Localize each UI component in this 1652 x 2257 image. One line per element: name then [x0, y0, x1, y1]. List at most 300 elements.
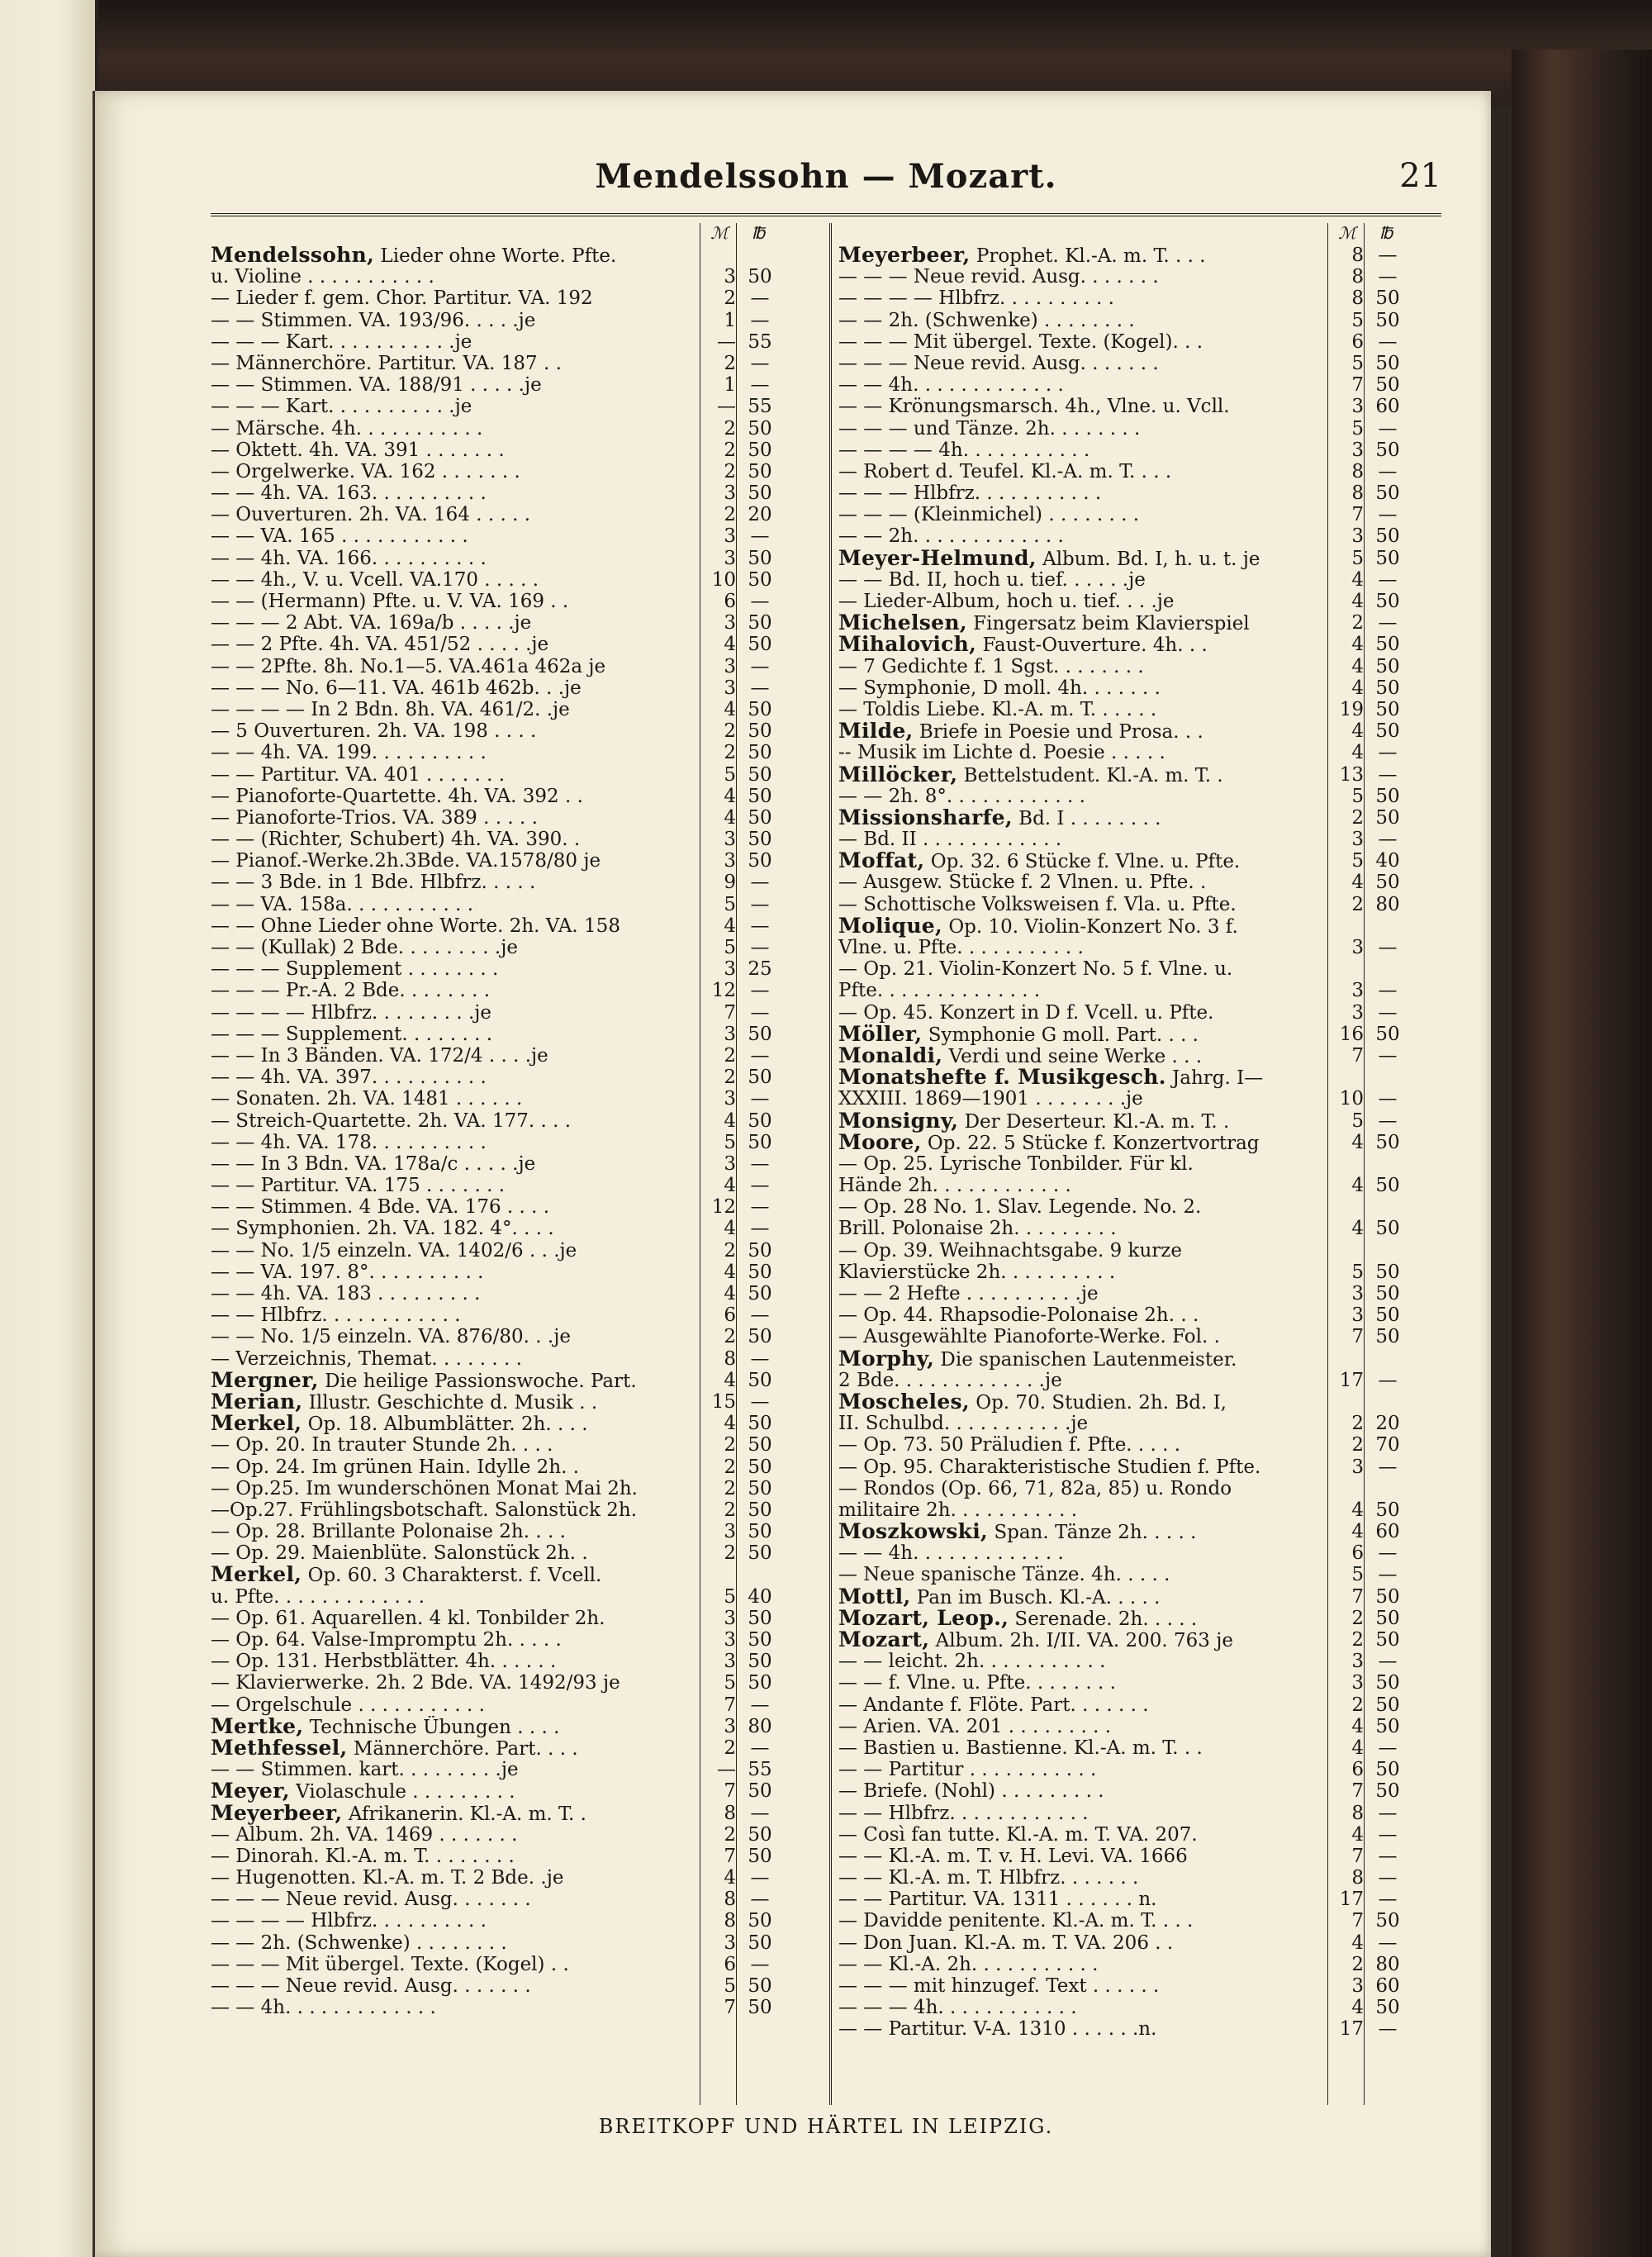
- catalog-entry: [838, 958, 1454, 980]
- price-pfennig: 50: [748, 698, 772, 720]
- price-mark: 1: [724, 374, 736, 397]
- composer-name: Mottl,: [838, 1585, 911, 1608]
- price-mark: 2: [1351, 612, 1364, 634]
- entry-title: Pfte. . . . . . . . . . . . . .: [838, 980, 1041, 1002]
- price-mark: 4: [1351, 872, 1364, 894]
- column-head: [838, 223, 1454, 245]
- price-pfennig: 50: [748, 1456, 772, 1478]
- catalog-entry: [211, 374, 826, 396]
- price-mark: 8: [1351, 1802, 1364, 1824]
- entry-title: — Klavierwerke. 2h. 2 Bde. VA. 1492/93 je: [211, 1672, 620, 1694]
- price-pfennig: 50: [748, 1997, 772, 2019]
- price-pfennig: —: [1378, 1542, 1398, 1565]
- price-mark: 2: [724, 1326, 736, 1348]
- catalog-entry: [211, 1391, 826, 1413]
- composer-name: Morphy,: [838, 1347, 935, 1371]
- price-mark: 3: [724, 1023, 736, 1045]
- composer-name: Moszkowski,: [838, 1521, 989, 1544]
- price-mark: —: [717, 396, 736, 418]
- price-mark: 4: [724, 1261, 736, 1283]
- catalog-entry: [211, 569, 826, 591]
- catalog-entry: [838, 569, 1454, 591]
- catalog-entry: [838, 1997, 1454, 2018]
- price-mark: 5: [1351, 1261, 1364, 1283]
- entry-title: — — — — In 2 Bdn. 8h. VA. 461/2. .je: [211, 698, 570, 720]
- price-mark: 10: [1339, 1088, 1364, 1110]
- price-pfennig: 20: [748, 504, 772, 526]
- composer-name: Moffat,: [838, 850, 925, 873]
- price-pfennig: 50: [1375, 374, 1400, 397]
- catalog-entry: [838, 915, 1454, 937]
- entry-title: — — 2Pfte. 8h. No.1—5. VA.461a 462a je: [211, 655, 606, 677]
- price-mark: 3: [724, 1521, 736, 1543]
- composer-name: Mergner,: [211, 1369, 319, 1392]
- catalog-entry: [838, 1391, 1454, 1413]
- entry-title: — — VA. 197. 8°. . . . . . . . . .: [211, 1261, 484, 1283]
- header-rule: [211, 213, 1441, 216]
- price-mark: 2: [1351, 1434, 1364, 1456]
- entry-title: — Op. 95. Charakteristische Studien f. Pfte.: [838, 1456, 1261, 1478]
- catalog-entry: [211, 353, 826, 374]
- price-pfennig: 50: [748, 1326, 772, 1348]
- price-pfennig: 50: [1375, 352, 1400, 374]
- catalog-entry: [838, 1326, 1454, 1347]
- entry-title: — Ausgew. Stücke f. 2 Vlnen. u. Pfte. .: [838, 872, 1207, 894]
- price-pfennig: 50: [748, 1109, 772, 1132]
- price-pfennig: 40: [1375, 850, 1400, 872]
- entry-title: — — (Kullak) 2 Bde. . . . . . . . .je: [211, 937, 518, 958]
- price-mark: 3: [724, 1715, 736, 1737]
- entry-title: — — No. 1/5 einzeln. VA. 1402/6 . . .je: [211, 1239, 577, 1262]
- catalog-page: [93, 91, 1491, 2257]
- catalog-entry: [838, 937, 1454, 958]
- price-pfennig: —: [1378, 460, 1398, 482]
- price-mark: 4: [724, 698, 736, 720]
- catalog-entry: [211, 1954, 826, 1975]
- price-pfennig: —: [750, 309, 770, 331]
- price-mark: 4: [724, 1867, 736, 1889]
- entry-title: Molique, Op. 10. Violin-Konzert No. 3 f.: [838, 915, 1238, 938]
- price-mark: 8: [724, 1802, 736, 1824]
- composer-name: Merian,: [211, 1390, 303, 1414]
- price-pfennig: —: [750, 1347, 770, 1370]
- entry-title: — — Kl.-A. 2h. . . . . . . . . . .: [838, 1953, 1099, 1975]
- entry-title: u. Violine . . . . . . . . . . .: [211, 266, 434, 288]
- entry-title: Hände 2h. . . . . . . . . . . .: [838, 1175, 1071, 1197]
- catalog-entry: [211, 440, 826, 461]
- price-mark: 8: [724, 1347, 736, 1370]
- entry-title: — — Partitur . . . . . . . . . . .: [838, 1759, 1097, 1781]
- price-pfennig: —: [1378, 1845, 1398, 1867]
- catalog-entry: [211, 1067, 826, 1088]
- catalog-entry: [838, 1910, 1454, 1932]
- entry-title: — — leicht. 2h. . . . . . . . . . .: [838, 1651, 1106, 1673]
- price-pfennig: —: [750, 1304, 770, 1327]
- price-pfennig: 50: [1375, 1023, 1400, 1045]
- price-pfennig: —: [750, 1088, 770, 1110]
- catalog-entry: [211, 396, 826, 417]
- price-pfennig: 55: [748, 1759, 772, 1781]
- price-pfennig: 50: [748, 763, 772, 786]
- catalog-entry: [211, 872, 826, 893]
- price-pfennig: 55: [748, 396, 772, 418]
- entry-title: — Album. 2h. VA. 1469 . . . . . . .: [211, 1823, 518, 1846]
- price-mark: 3: [1351, 1672, 1364, 1694]
- price-mark: 5: [724, 1672, 736, 1694]
- catalog-entry: [838, 461, 1454, 482]
- catalog-entry: [838, 1456, 1454, 1478]
- mark-heading: ℳ: [1338, 223, 1356, 243]
- price-pfennig: 50: [748, 1023, 772, 1045]
- price-mark: 5: [724, 1585, 736, 1608]
- entry-title: — Bastien u. Bastienne. Kl.-A. m. T. . .: [838, 1737, 1203, 1759]
- entry-title: — Op. 45. Konzert in D f. Vcell. u. Pfte.: [838, 1001, 1214, 1024]
- price-pfennig: 50: [748, 1975, 772, 1997]
- price-mark: 3: [1351, 1651, 1364, 1673]
- entry-title: — — — Neue revid. Ausg. . . . . . .: [211, 1975, 531, 1997]
- catalog-entry: [211, 1370, 826, 1391]
- price-mark: 5: [724, 1975, 736, 1997]
- price-pfennig: 40: [748, 1585, 772, 1608]
- price-mark: 2: [724, 352, 736, 374]
- catalog-entry: [838, 1283, 1454, 1304]
- entry-title: — Schottische Volksweisen f. Vla. u. Pfte.: [838, 893, 1237, 915]
- price-pfennig: 50: [1375, 720, 1400, 743]
- price-mark: 4: [724, 1175, 736, 1197]
- price-pfennig: —: [1378, 1109, 1398, 1132]
- entry-title: Mertke, Technische Übungen . . . .: [211, 1715, 560, 1738]
- catalog-entry: [211, 418, 826, 440]
- catalog-entry: [838, 1889, 1454, 1910]
- catalog-entry: [211, 245, 826, 266]
- catalog-entry: [211, 525, 826, 547]
- price-pfennig: 50: [748, 742, 772, 764]
- entry-title: — Rondos (Op. 66, 71, 82a, 85) u. Rondo: [838, 1477, 1232, 1499]
- composer-name: Mozart,: [838, 1629, 930, 1651]
- price-pfennig: —: [1378, 829, 1398, 851]
- price-mark: 6: [724, 591, 736, 612]
- price-mark: 4: [724, 1109, 736, 1132]
- entry-title: — Symphonie, D moll. 4h. . . . . . .: [838, 677, 1161, 699]
- entry-title: — — Kl.-A. m. T. v. H. Levi. VA. 1666: [838, 1845, 1188, 1867]
- catalog-entry: [838, 1824, 1454, 1846]
- catalog-entry: [838, 1780, 1454, 1802]
- price-pfennig: 80: [1375, 893, 1400, 915]
- entry-title: Mendelssohn, Lieder ohne Worte. Pfte.: [211, 245, 617, 267]
- catalog-entry: [838, 720, 1454, 742]
- price-mark: 4: [1351, 1715, 1364, 1737]
- entry-title: — Op. 25. Lyrische Tonbilder. Für kl.: [838, 1152, 1194, 1175]
- price-mark: 3: [724, 1932, 736, 1954]
- price-mark: 4: [1351, 1175, 1364, 1197]
- price-pfennig: 50: [748, 612, 772, 634]
- price-pfennig: —: [1378, 1001, 1398, 1024]
- price-mark: 3: [724, 1152, 736, 1175]
- price-pfennig: —: [1378, 763, 1398, 786]
- price-mark: 3: [1351, 980, 1364, 1002]
- price-pfennig: 50: [748, 806, 772, 829]
- price-pfennig: —: [750, 525, 770, 548]
- price-pfennig: —: [1378, 1044, 1398, 1067]
- price-mark: 5: [724, 937, 736, 958]
- catalog-entry: [211, 764, 826, 786]
- price-mark: 9: [724, 872, 736, 894]
- price-pfennig: 50: [748, 1239, 772, 1262]
- entry-title: Mihalovich, Faust-Ouverture. 4h. . .: [838, 634, 1208, 657]
- price-mark: 4: [724, 1283, 736, 1304]
- price-pfennig: 50: [1375, 1910, 1400, 1932]
- price-mark: 2: [724, 1239, 736, 1262]
- price-mark: 6: [724, 1304, 736, 1327]
- entry-title: — — — Hlbfrz. . . . . . . . . . .: [838, 482, 1102, 505]
- price-pfennig: —: [750, 1001, 770, 1024]
- entry-title: Meyer-Helmund, Album. Bd. I, h. u. t. je: [838, 547, 1260, 570]
- entry-title: Mergner, Die heilige Passionswoche. Part.: [211, 1369, 637, 1392]
- catalog-entry: [211, 287, 826, 309]
- catalog-entry: [838, 1132, 1454, 1153]
- price-pfennig: —: [750, 1044, 770, 1067]
- price-mark: 2: [724, 720, 736, 743]
- price-mark: 5: [1351, 547, 1364, 569]
- entry-title: — — — Neue revid. Ausg. . . . . . .: [838, 352, 1159, 374]
- composer-name: Missionsharfe,: [838, 806, 1013, 829]
- catalog-entry: [838, 1067, 1454, 1088]
- catalog-entry: [211, 1283, 826, 1304]
- catalog-entry: [211, 1088, 826, 1109]
- page-title: Mendelssohn — Mozart.: [595, 157, 1057, 196]
- price-pfennig: —: [1378, 1932, 1398, 1954]
- entry-title: — Dinorah. Kl.-A. m. T. . . . . . . .: [211, 1845, 515, 1867]
- price-mark: 2: [1351, 1413, 1364, 1435]
- entry-title: — — Partitur. V-A. 1310 . . . . . .n.: [838, 2018, 1157, 2041]
- price-mark: 7: [724, 1694, 736, 1716]
- catalog-entry: [211, 1780, 826, 1802]
- price-mark: 2: [724, 417, 736, 440]
- catalog-entry: [838, 1803, 1454, 1824]
- price-mark: 4: [1351, 1499, 1364, 1521]
- price-mark: 4: [724, 806, 736, 829]
- catalog-entry: [211, 1629, 826, 1651]
- catalog-entry: [838, 1175, 1454, 1196]
- price-mark: 7: [724, 1845, 736, 1867]
- price-mark: 3: [724, 482, 736, 505]
- price-pfennig: 50: [1375, 482, 1400, 505]
- entry-title: — Orgelschule . . . . . . . . . . .: [211, 1694, 485, 1716]
- price-mark: 3: [724, 677, 736, 699]
- pfennig-heading: ℔: [751, 223, 766, 243]
- price-pfennig: 50: [1375, 1585, 1400, 1608]
- entry-title: — Op. 64. Valse-Impromptu 2h. . . . .: [211, 1629, 562, 1651]
- catalog-entry: [211, 591, 826, 612]
- price-mark: 7: [1351, 1910, 1364, 1932]
- price-mark: 4: [1351, 591, 1364, 612]
- price-pfennig: —: [1378, 330, 1398, 353]
- price-mark: —: [717, 330, 736, 353]
- catalog-entry: [838, 1370, 1454, 1391]
- price-pfennig: —: [1378, 1867, 1398, 1889]
- catalog-entry: [838, 1348, 1454, 1370]
- composer-name: Monatshefte f. Musikgesch.: [838, 1067, 1166, 1090]
- catalog-entry: [211, 1889, 826, 1910]
- price-pfennig: 50: [1375, 1607, 1400, 1629]
- composer-name: Meyer-Helmund,: [838, 547, 1037, 570]
- catalog-entry: [211, 829, 826, 850]
- composer-name: Mendelssohn,: [211, 245, 375, 267]
- catalog-entry: [211, 1672, 826, 1694]
- catalog-entry: [838, 482, 1454, 504]
- entry-title: militaire 2h. . . . . . . . . . .: [838, 1499, 1078, 1521]
- entry-title: — — 2 Hefte . . . . . . . . . .je: [838, 1283, 1099, 1304]
- price-pfennig: 50: [1375, 287, 1400, 310]
- price-mark: 4: [1351, 1932, 1364, 1954]
- entry-title: — — 2h. (Schwenke) . . . . . . . .: [838, 309, 1135, 331]
- catalog-entry: [211, 894, 826, 915]
- catalog-entry: [838, 742, 1454, 763]
- entry-title: — 5 Ouverturen. 2h. VA. 198 . . . .: [211, 720, 537, 743]
- catalog-entry: [838, 2018, 1454, 2040]
- catalog-entry: [211, 850, 826, 872]
- entry-title: — — 4h. VA. 397. . . . . . . . . .: [211, 1067, 487, 1089]
- price-pfennig: 50: [748, 1542, 772, 1565]
- catalog-entry: [838, 1153, 1454, 1175]
- catalog-entry: [211, 1456, 826, 1478]
- price-pfennig: 50: [748, 850, 772, 872]
- entry-title: Moszkowski, Span. Tänze 2h. . . . .: [838, 1521, 1197, 1544]
- catalog-entry: [211, 504, 826, 525]
- price-mark: 2: [724, 1067, 736, 1089]
- price-pfennig: —: [1378, 937, 1398, 958]
- price-mark: 4: [1351, 720, 1364, 743]
- catalog-entry: [211, 461, 826, 482]
- catalog-entry: [211, 612, 826, 634]
- price-mark: 3: [1351, 1283, 1364, 1304]
- price-pfennig: 50: [748, 417, 772, 440]
- entry-title: — Robert d. Teufel. Kl.-A. m. T. . . .: [838, 460, 1172, 482]
- composer-name: Mertke,: [211, 1715, 304, 1738]
- entry-title: — Sonaten. 2h. VA. 1481 . . . . . .: [211, 1088, 523, 1110]
- price-pfennig: —: [1378, 1369, 1398, 1391]
- price-pfennig: —: [750, 915, 770, 937]
- price-mark: 5: [1351, 1109, 1364, 1132]
- entry-title: — — — Supplement . . . . . . . .: [211, 958, 499, 981]
- entry-title: Milde, Briefe in Poesie und Prosa. . .: [838, 720, 1203, 744]
- entry-title: — — In 3 Bänden. VA. 172/4 . . . .je: [211, 1044, 548, 1067]
- price-pfennig: —: [750, 287, 770, 310]
- price-pfennig: —: [1378, 245, 1398, 266]
- price-pfennig: 50: [748, 1521, 772, 1543]
- entry-title: — — 4h. VA. 166. . . . . . . . . .: [211, 547, 487, 569]
- price-pfennig: —: [1378, 742, 1398, 764]
- entry-title: — — Bd. II, hoch u. tief. . . . . .je: [838, 568, 1146, 591]
- price-mark: 7: [1351, 1845, 1364, 1867]
- catalog-entry: [211, 482, 826, 504]
- price-mark: 2: [724, 1542, 736, 1565]
- price-pfennig: 50: [1375, 591, 1400, 612]
- catalog-entry: [211, 980, 826, 1001]
- entry-title: — Op. 39. Weihnachtsgabe. 9 kurze: [838, 1239, 1183, 1262]
- entry-title: — Verzeichnis, Themat. . . . . . . .: [211, 1347, 522, 1370]
- price-mark: 4: [1351, 1131, 1364, 1153]
- catalog-entry: [838, 1196, 1454, 1218]
- left-column: [211, 223, 826, 2018]
- entry-title: — — — (Kleinmichel) . . . . . . . .: [838, 504, 1140, 526]
- price-pfennig: 50: [748, 1283, 772, 1304]
- catalog-entry: [838, 872, 1454, 893]
- price-pfennig: —: [750, 1175, 770, 1197]
- entry-title: — Op. 73. 50 Präludien f. Pfte. . . . .: [838, 1434, 1181, 1456]
- catalog-entry: [211, 915, 826, 937]
- price-pfennig: —: [1378, 612, 1398, 634]
- composer-name: Meyerbeer,: [211, 1802, 343, 1825]
- price-pfennig: 50: [748, 1477, 772, 1499]
- price-pfennig: 50: [1375, 872, 1400, 894]
- price-mark: 7: [724, 1997, 736, 2019]
- entry-title: — Hugenotten. Kl.-A. m. T. 2 Bde. .je: [211, 1867, 564, 1889]
- catalog-entry: [838, 764, 1454, 786]
- price-pfennig: 60: [1375, 1521, 1400, 1543]
- book-cover-right: [1512, 50, 1652, 2257]
- catalog-entry: [838, 1542, 1454, 1564]
- entry-title: Methfessel, Männerchöre. Part. . . .: [211, 1737, 578, 1760]
- catalog-entry: [211, 1867, 826, 1889]
- catalog-entry: [838, 245, 1454, 266]
- composer-name: Meyerbeer,: [838, 245, 971, 267]
- price-mark: 3: [724, 612, 736, 634]
- entry-title: — Op. 20. In trauter Stunde 2h. . . .: [211, 1434, 553, 1456]
- price-mark: 15: [711, 1390, 736, 1413]
- price-pfennig: 50: [1375, 1759, 1400, 1781]
- price-pfennig: —: [750, 1196, 770, 1219]
- composer-name: Methfessel,: [211, 1737, 348, 1760]
- price-pfennig: 50: [748, 1823, 772, 1846]
- price-mark: 2: [1351, 1629, 1364, 1651]
- catalog-entry: [211, 1586, 826, 1608]
- price-mark: 3: [724, 850, 736, 872]
- catalog-entry: [838, 677, 1454, 699]
- price-pfennig: 50: [748, 1131, 772, 1153]
- entry-title: — — — Mit übergel. Texte. (Kogel) . .: [211, 1953, 569, 1975]
- catalog-entry: [211, 1132, 826, 1153]
- entry-title: — Op. 28. Brillante Polonaise 2h. . . .: [211, 1521, 566, 1543]
- price-mark: 7: [724, 1780, 736, 1803]
- entry-title: — — 4h. . . . . . . . . . . . .: [838, 1542, 1064, 1565]
- entry-title: — — — mit hinzugef. Text . . . . . .: [838, 1975, 1160, 1997]
- price-pfennig: 50: [1375, 439, 1400, 461]
- price-pfennig: 50: [1375, 1261, 1400, 1283]
- price-pfennig: 50: [1375, 1283, 1400, 1304]
- price-mark: 8: [724, 1889, 736, 1911]
- right-column: [838, 223, 1454, 2041]
- price-mark: 5: [1351, 850, 1364, 872]
- entry-title: — — 4h. VA. 163. . . . . . . . . .: [211, 482, 487, 505]
- entry-title: — Männerchöre. Partitur. VA. 187 . .: [211, 352, 562, 374]
- price-pfennig: —: [1378, 568, 1398, 591]
- price-pfennig: 50: [748, 1651, 772, 1673]
- price-mark: 4: [1351, 1521, 1364, 1543]
- entry-title: — Orgelwerke. VA. 162 . . . . . . .: [211, 460, 520, 482]
- entry-title: Möller, Symphonie G moll. Part. . . .: [838, 1023, 1199, 1046]
- entry-title: — — 2h. . . . . . . . . . . . .: [838, 525, 1064, 548]
- price-pfennig: —: [750, 893, 770, 915]
- entry-title: Michelsen, Fingersatz beim Klavierspiel: [838, 612, 1250, 635]
- price-mark: 10: [711, 568, 736, 591]
- price-pfennig: 50: [748, 266, 772, 288]
- price-pfennig: —: [750, 1889, 770, 1911]
- composer-name: Moscheles,: [838, 1390, 970, 1414]
- entry-title: — Arien. VA. 201 . . . . . . . . .: [838, 1715, 1112, 1737]
- price-pfennig: 50: [1375, 634, 1400, 656]
- composer-name: Monsigny,: [838, 1109, 959, 1133]
